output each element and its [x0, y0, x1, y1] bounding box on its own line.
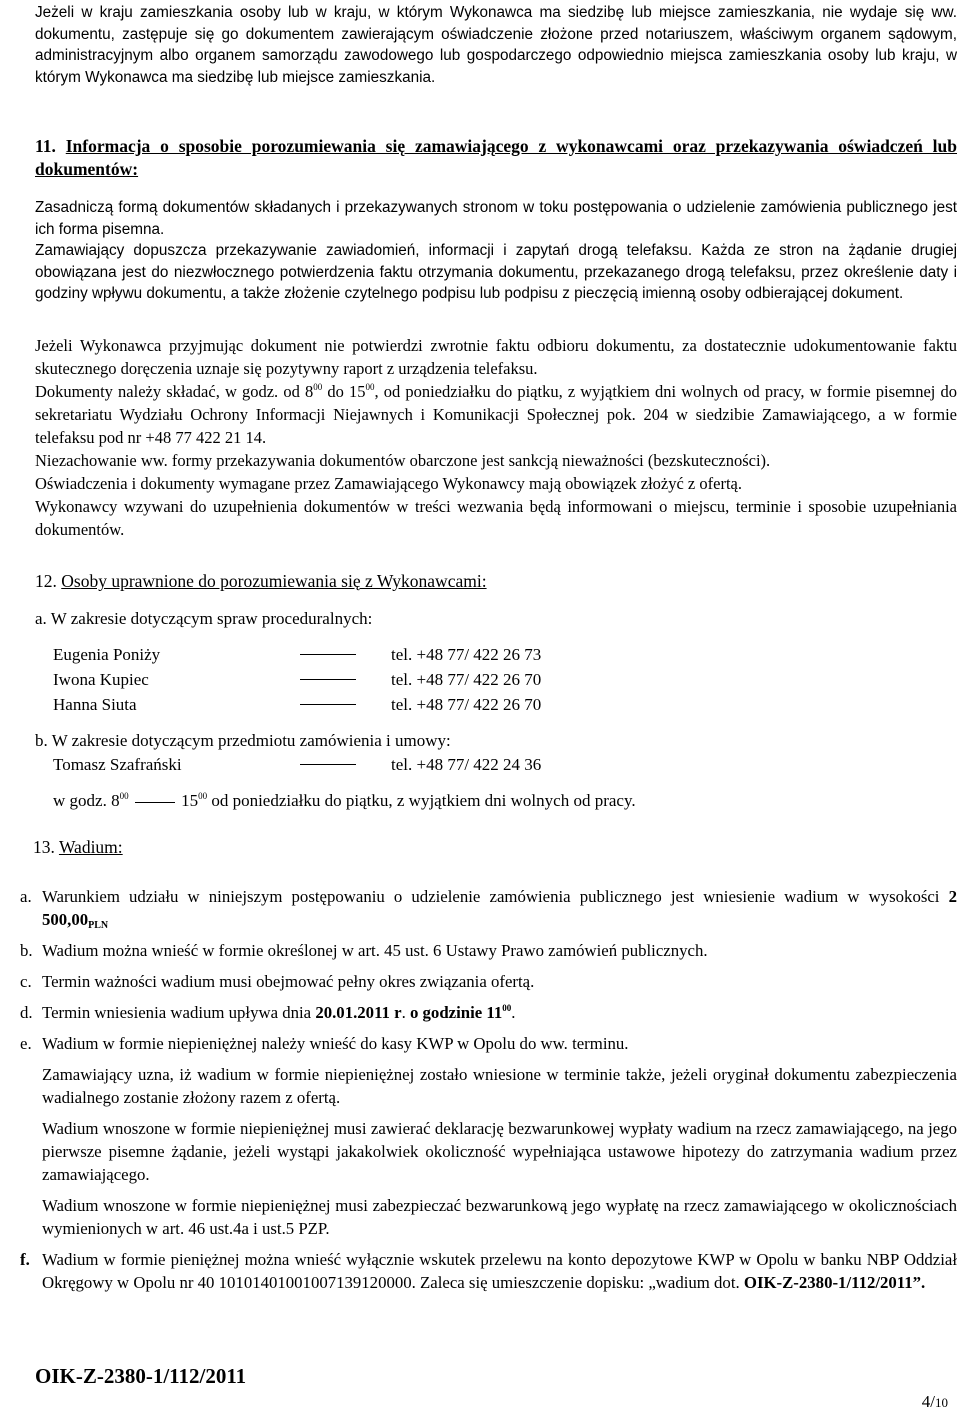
paragraph: Niezachowanie ww. formy przekazywania dokumentów obarczone jest sankcją nieważności (bezskuteczności). — [35, 451, 771, 470]
section-11-heading — [35, 135, 957, 181]
contact-name: Hanna Siuta — [53, 695, 137, 714]
contacts-a-label: a. W zakresie dotyczącym spraw proceduralnych: — [35, 609, 373, 628]
contact-phone: tel. +48 77/ 422 24 36 — [391, 755, 542, 774]
list-item: f. Wadium w formie pieniężnej można wnieść wyłącznie wskutek przelewu na konto depozytowe KWP w Opolu w banku NBP Oddział Okręgowy w Opolu nr 40 10101401001007139120000. Zaleca się umieszczenie dopisku: „wadium dot. OIK-Z-2380-1/112/2011”. — [20, 1250, 957, 1292]
contact-row — [53, 692, 541, 717]
contact-name: Eugenia Poniży — [53, 645, 161, 664]
paragraph: Zasadniczą formą dokumentów składanych i przekazywanych stronom w toku postępowania o udzielenie zamówienia publicznego jest ich forma pisemna. — [35, 199, 957, 238]
contact-phone: tel. +48 77/ 422 26 70 — [391, 695, 542, 714]
contacts-a-list — [53, 642, 541, 717]
section-13-body — [20, 885, 957, 1294]
section-number: 13. — [33, 837, 55, 857]
contacts-b-list — [53, 752, 541, 777]
dash-line — [135, 802, 175, 803]
section-12 — [35, 570, 957, 593]
contact-row — [53, 752, 541, 777]
paragraph: Dokumenty należy składać, w godz. od $8^{00}$ do $15^{00}$, od poniedziałku do piątku, z wyjątkiem dni wolnych od pracy, w formie pisemnej do sekretariatu Wydziału Ochrony Informacji Niejawnych i Komunikacji Społecznej pok. 204 w siedzibie Zamawiającego, a w formie telefaksu pod nr +48 77 422 21 14. — [35, 382, 958, 447]
dash-line — [300, 679, 356, 680]
contact-phone: tel. +48 77/ 422 26 73 — [391, 645, 542, 664]
section-13-heading — [33, 836, 123, 859]
list-item: c. Termin ważności wadium musi obejmować pełny okres związania ofertą. — [20, 972, 535, 991]
paragraph: Wykonawcy wzywani do uzupełnienia dokumentów w treści wezwania będą informowani o miejscu, terminie i sposobie uzupełniania dokumentów. — [35, 497, 957, 539]
footer-reference-code: OIK-Z-2380-1/112/2011 — [35, 1364, 247, 1388]
contact-name: Tomasz Szafrański — [53, 755, 182, 774]
section-11 — [35, 135, 957, 181]
dash-line — [300, 654, 356, 655]
page-number: 4/10 — [921, 1392, 948, 1411]
contact-hours: w godz. $8^{00}$ $15^{00}$ od poniedziałku do piątku, z wyjątkiem dni wolnych od pracy. — [53, 791, 636, 810]
wadium-e-details — [42, 1063, 957, 1240]
paragraph: Wadium wnoszone w formie niepieniężnej musi zawierać deklarację bezwarunkowej wypłaty wadium na rzecz zamawiającego, na jego pierwsze pisemne żądanie, jeżeli wystąpi jakakolwiek okoliczność wypełniająca ustawowe hipotezy do zatrzymania wadium przez zamawiającego. — [42, 1119, 957, 1184]
paragraph: Wadium wnoszone w formie niepieniężnej musi zabezpieczać bezwarunkową jego wypłatę na rzecz zamawiającego w okolicznościach wymienionych w art. 46 ust.4a i ust.5 PZP. — [42, 1196, 957, 1238]
list-item: e. Wadium w formie niepieniężnej należy wnieść do kasy KWP w Opolu do ww. terminu. — [20, 1034, 629, 1053]
paragraph: Oświadczenia i dokumenty wymagane przez Zamawiającego Wykonawcy mają obowiązek złożyć z ofertą. — [35, 474, 742, 493]
contact-phone: tel. +48 77/ 422 26 70 — [391, 670, 542, 689]
list-item: d. Termin wniesienia wadium upływa dnia 20.01.2011 r. o godzinie $11^{00}$. — [20, 1003, 516, 1022]
section-number: 11. — [35, 136, 56, 156]
section-title: Osoby uprawnione do porozumiewania się z Wykonawcami: — [61, 571, 487, 591]
intro-paragraph: Jeżeli w kraju zamieszkania osoby lub w kraju, w którym Wykonawca ma siedzibę lub miejsce zamieszkania, nie wydaje się ww. dokumentu, zastępuje się go dokumentem zawierającym oświadczenie złożone przed notariuszem, właściwym organem sądowym, administracyjnym albo organem samorządu zawodowego lub gospodarczego odpowiednio miejsca zamieszkania osoby lub kraju, w którym Wykonawca ma siedzibę lub miejsce zamieszkania. — [35, 4, 957, 86]
contact-row — [53, 667, 541, 692]
section-11-body-serif — [35, 334, 957, 541]
list-item: a. Warunkiem udziału w niniejszym postępowaniu o udzielenie zamówienia publicznego jest wniesienie wadium w wysokości 2 $500,00_{PLN}$ — [20, 887, 957, 931]
contacts-b-label: b. W zakresie dotyczącym przedmiotu zamówienia i umowy: — [35, 731, 451, 750]
paragraph: Jeżeli Wykonawca przyjmując dokument nie potwierdzi zwrotnie faktu odbioru dokumentu, za dostatecznie udokumentowanie faktu skutecznego doręczenia uznaje się pozytywny raport z urządzenia telefaksu. — [35, 336, 957, 378]
dash-line — [300, 704, 356, 705]
paragraph: Zamawiający uzna, iż wadium w formie niepieniężnej zostało wniesione w terminie także, jeżeli oryginał dokumentu zabezpieczenia wadialnego zostanie złożony razem z ofertą. — [42, 1065, 957, 1107]
section-title: Wadium: — [58, 837, 123, 857]
dash-line — [300, 764, 356, 765]
contact-name: Iwona Kupiec — [53, 670, 149, 689]
section-title: Informacja o sposobie porozumiewania się zamawiającego z wykonawcami oraz przekazywania oświadczeń lub dokumentów: — [35, 136, 957, 179]
section-11-body — [35, 197, 957, 305]
list-item: b. Wadium można wnieść w formie określonej w art. 45 ust. 6 Ustawy Prawo zamówień publicznych. — [20, 941, 708, 960]
section-number: 12. — [35, 571, 57, 591]
paragraph: Zamawiający dopuszcza przekazywanie zawiadomień, informacji i zapytań drogą telefaksu. Każda ze stron na żądanie drugiej obowiązana jest do niezwłocznego potwierdzenia faktu otrzymania dokumentu, przekazanego drogą telefaksu, przez określenie daty i godziny wpływu dokumentu, a także złożenie czytelnego podpisu lub podpisu z pieczęcią imienną osoby odbierającej dokument. — [35, 242, 957, 302]
contact-row — [53, 642, 541, 667]
section-12-heading — [35, 570, 957, 593]
